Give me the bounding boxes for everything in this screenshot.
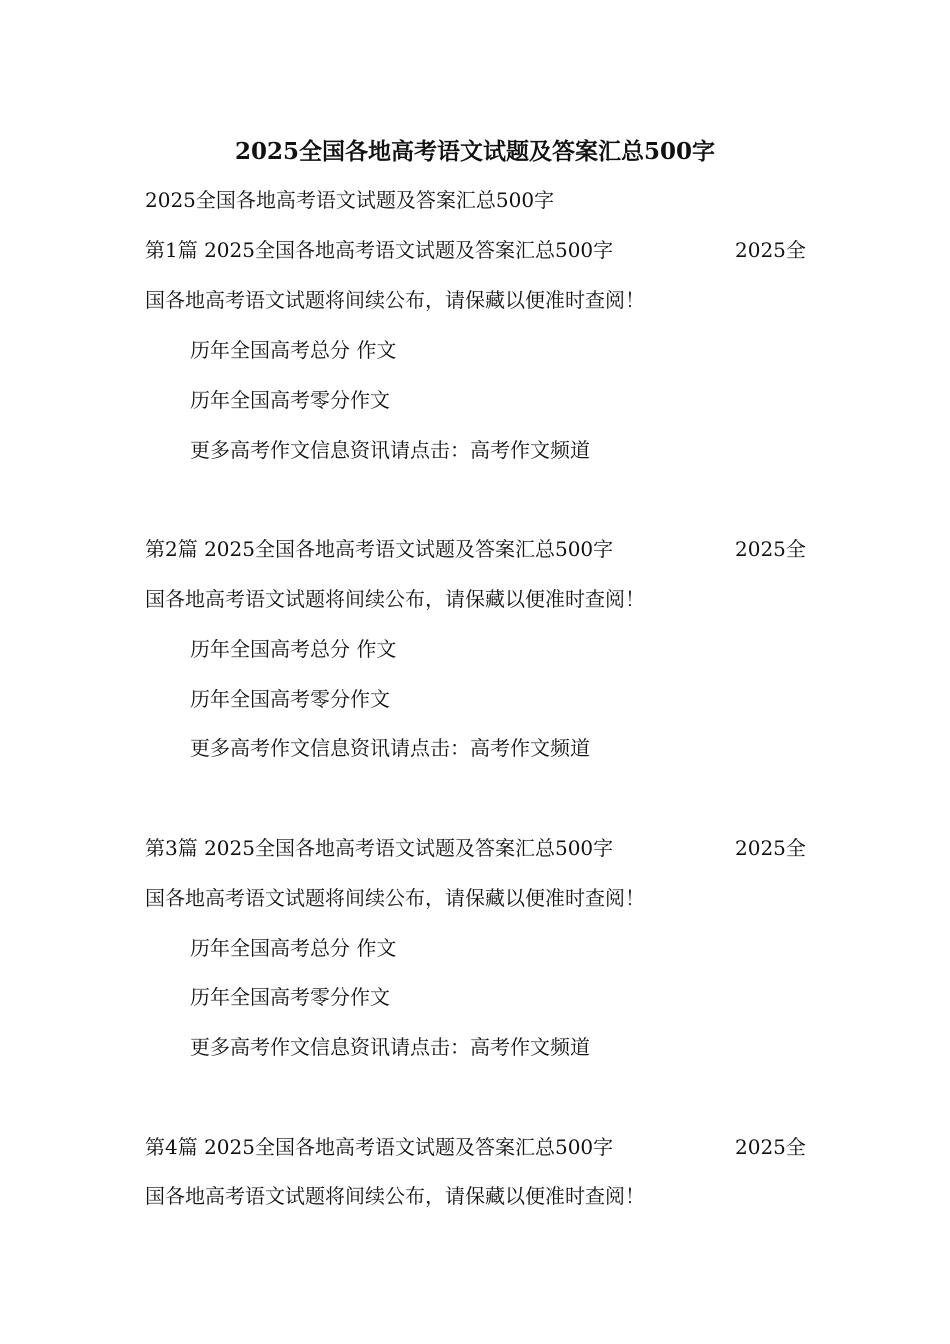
article-2-item-3: 更多高考作文信息资讯请点击：高考作文频道 <box>190 736 590 760</box>
article-3-item-1: 历年全国高考总分 作文 <box>190 936 397 960</box>
article-4-heading: 第4篇 2025全国各地高考语文试题及答案汇总500字 <box>145 1135 614 1159</box>
article-3-lead-tail: 2025全 <box>735 836 806 860</box>
article-4-lead-line2: 国各地高考语文试题将间续公布，请保藏以便准时查阅！ <box>145 1184 645 1208</box>
article-2-item-1: 历年全国高考总分 作文 <box>190 637 397 661</box>
article-3-heading: 第3篇 2025全国各地高考语文试题及答案汇总500字 <box>145 836 614 860</box>
article-1-item-2: 历年全国高考零分作文 <box>190 388 390 412</box>
article-3-item-2: 历年全国高考零分作文 <box>190 985 390 1009</box>
document-subtitle: 2025全国各地高考语文试题及答案汇总500字 <box>145 188 555 212</box>
document-title: 2025全国各地高考语文试题及答案汇总500字 <box>234 138 716 165</box>
article-3-item-3: 更多高考作文信息资讯请点击：高考作文频道 <box>190 1035 590 1059</box>
article-2-lead-line2: 国各地高考语文试题将间续公布，请保藏以便准时查阅！ <box>145 587 645 611</box>
article-4-lead-tail: 2025全 <box>735 1135 806 1159</box>
article-1-item-3: 更多高考作文信息资讯请点击：高考作文频道 <box>190 438 590 462</box>
article-2-heading: 第2篇 2025全国各地高考语文试题及答案汇总500字 <box>145 537 614 561</box>
article-1-lead-line2: 国各地高考语文试题将间续公布，请保藏以便准时查阅！ <box>145 288 645 312</box>
article-2-item-2: 历年全国高考零分作文 <box>190 687 390 711</box>
article-2-lead-tail: 2025全 <box>735 537 806 561</box>
article-1-heading: 第1篇 2025全国各地高考语文试题及答案汇总500字 <box>145 238 614 262</box>
article-1-item-1: 历年全国高考总分 作文 <box>190 338 397 362</box>
article-3-lead-line2: 国各地高考语文试题将间续公布，请保藏以便准时查阅！ <box>145 886 645 910</box>
article-1-lead-tail: 2025全 <box>735 238 806 262</box>
